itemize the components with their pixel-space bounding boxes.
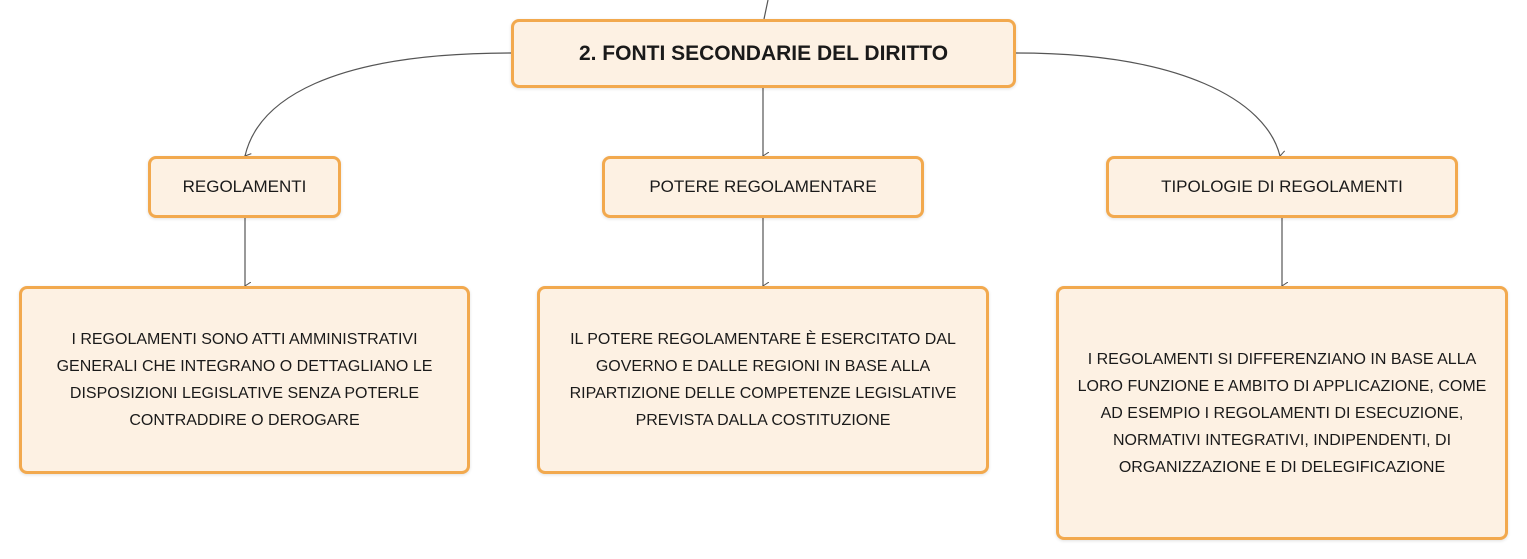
root-node[interactable] bbox=[511, 19, 1016, 88]
connector-root-to-tipologie bbox=[1016, 53, 1280, 156]
tipologie-description-text: I REGOLAMENTI SI DIFFERENZIANO IN BASE ALLA LORO FUNZIONE E AMBITO DI APPLICAZIONE, COME AD ESEMPIO I REGOLAMENTI DI ESECUZIONE, NORMATIVI INTEGRATIVI, INDIPENDENTI, DI ORGANIZZAZIONE E DI DELEGIFICAZIONE bbox=[1077, 350, 1487, 476]
incoming-connector bbox=[764, 0, 768, 19]
potere-description-text: IL POTERE REGOLAMENTARE È ESERCITATO DAL GOVERNO E DALLE REGIONI IN BASE ALLA RIPARTIZIONE DELLE COMPETENZE LEGISLATIVE PREVISTA DALLA COSTITUZIONE bbox=[569, 331, 957, 429]
node-regolamenti-label: REGOLAMENTI bbox=[182, 177, 307, 196]
node-potere-regolamentare[interactable] bbox=[602, 156, 924, 218]
node-tipologie-di-regolamenti[interactable] bbox=[1106, 156, 1458, 218]
node-regolamenti-description[interactable] bbox=[19, 286, 470, 474]
node-regolamenti[interactable] bbox=[148, 156, 341, 218]
node-potere-regolamentare-label: POTERE REGOLAMENTARE bbox=[649, 177, 877, 196]
regolamenti-description-text: I REGOLAMENTI SONO ATTI AMMINISTRATIVI GENERALI CHE INTEGRANO O DETTAGLIANO LE DISPOSIZIONI LEGISLATIVE SENZA POTERLE CONTRADDIRE O DEROGARE bbox=[56, 331, 433, 429]
node-tipologie-description[interactable] bbox=[1056, 286, 1508, 540]
connector-root-to-regolamenti bbox=[245, 53, 511, 156]
node-potere-description[interactable] bbox=[537, 286, 989, 474]
node-tipologie-label: TIPOLOGIE DI REGOLAMENTI bbox=[1161, 177, 1403, 196]
root-title: 2. FONTI SECONDARIE DEL DIRITTO bbox=[578, 41, 949, 65]
